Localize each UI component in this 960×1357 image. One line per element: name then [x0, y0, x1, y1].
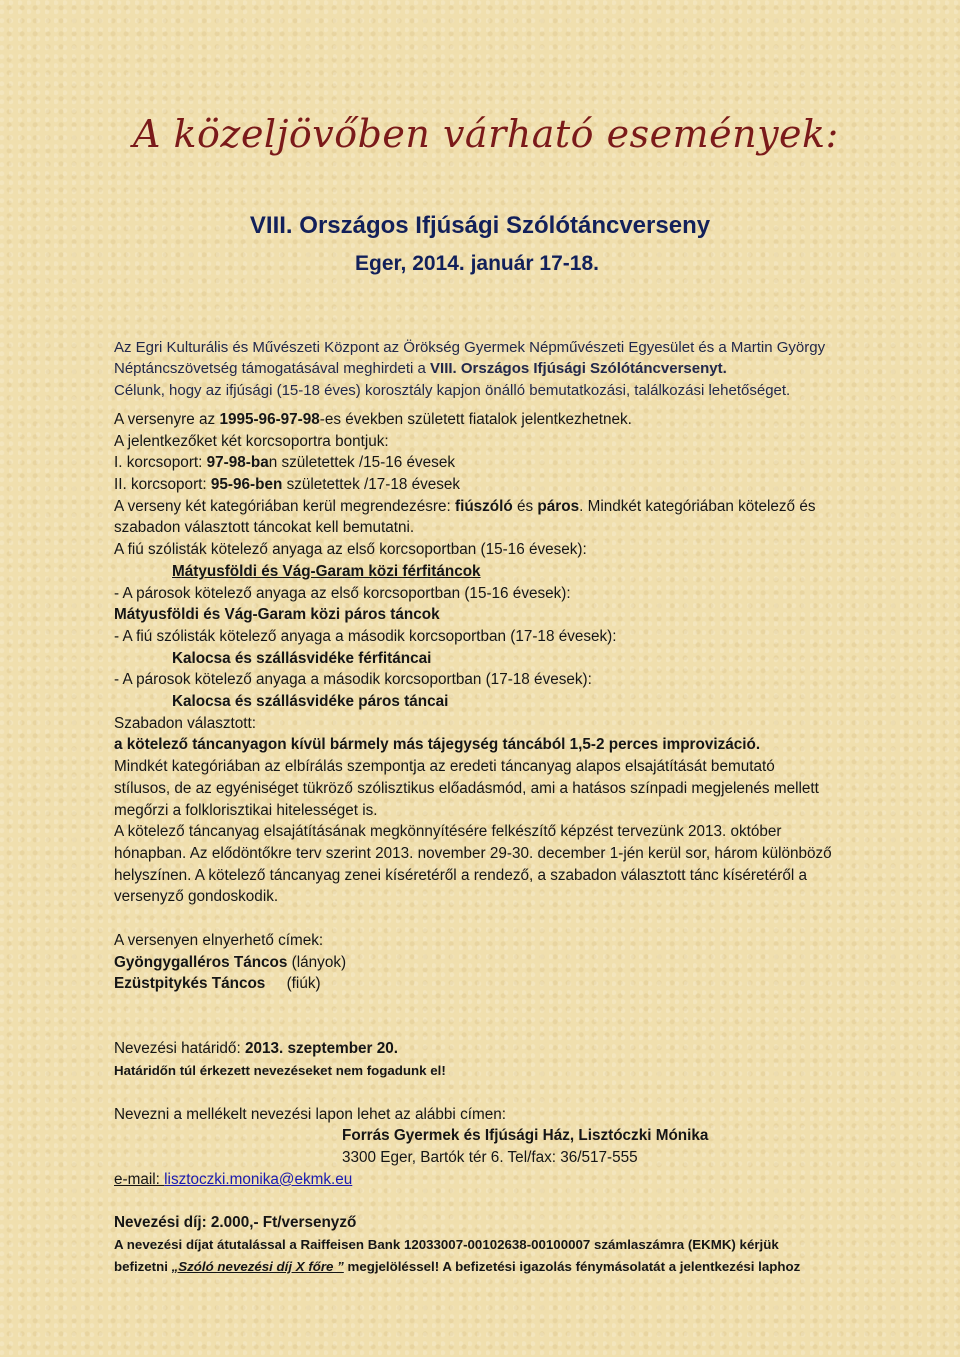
contact-email-row	[114, 1169, 834, 1191]
deadline-note: Határidőn túl érkezett nevezéseket nem fogadunk el!	[114, 1062, 446, 1078]
eligibility-line	[114, 409, 834, 431]
fee-note-start: befizetni	[114, 1258, 172, 1274]
groups-intro: A jelentkezőket két korcsoportra bontjuk:	[114, 432, 389, 450]
title-boys	[114, 973, 834, 995]
fee-label: Nevezési díj: 2.000,- Ft/versenyző	[114, 1214, 357, 1232]
group-2-label: II. korcsoport:	[114, 476, 211, 493]
group-2	[114, 474, 834, 496]
title-girls-note: (lányok)	[287, 953, 347, 971]
eligibility-years: 1995-96-97-98	[219, 410, 320, 428]
intro-event-name: VIII. Országos Ifjúsági Szólótáncversenyt.	[430, 360, 727, 378]
requirement-4: - A párosok kötelező anyaga a második korcsoportban (17-18 évesek):	[114, 671, 592, 689]
category-solo: fiúszóló	[454, 497, 513, 515]
requirement-4-dance: Kalocsa és szállásvidéke páros táncai	[172, 693, 449, 711]
title-girls-name: Gyöngygalléros Táncos	[114, 953, 288, 971]
title-girls	[114, 952, 834, 974]
requirement-1-dance: Mátyusföldi és Vág-Garam közi férfitáncok	[172, 562, 481, 580]
fee-reference: „Szóló nevezési díj X főre ”	[171, 1258, 344, 1274]
group-1	[114, 452, 834, 474]
fee-note-end: megjelöléssel! A befizetési igazolás fénymásolatát a jelentkezési laphoz	[343, 1258, 801, 1274]
fee-transfer: A nevezési díjat átutalással a Raiffeisen Bank 12033007-00102638-00100007 számlaszámra (EKMK) kérjük	[114, 1237, 779, 1253]
requirement-2: - A párosok kötelező anyaga az első korcsoportban (15-16 évesek):	[114, 584, 571, 602]
categories-text: A verseny két kategóriában kerül megrendezésre:	[114, 497, 455, 515]
categories-and: és	[512, 497, 538, 515]
deadline-label: Nevezési határidő:	[114, 1040, 245, 1058]
group-2-desc: születettek /17-18 évesek	[282, 476, 461, 493]
title-boys-name: Ezüstpitykés Táncos	[114, 975, 266, 993]
category-pair: páros	[537, 497, 580, 515]
group-1-years: 97-98-ba	[206, 454, 269, 472]
contact-address: 3300 Eger, Bartók tér 6. Tel/fax: 36/517-555	[342, 1148, 638, 1166]
page-heading: A közeljövőben várható események:	[133, 112, 839, 156]
categories-rest: . Mindkét kategóriában kötelező és szabadon választott táncokat kell bemutatni.	[114, 497, 816, 537]
deadline-date: 2013. szeptember 20.	[244, 1040, 399, 1058]
event-title: VIII. Országos Ifjúsági Szólótáncverseny	[249, 212, 711, 239]
body-text	[114, 337, 834, 1278]
judging-paragraph: Mindkét kategóriában az elbírálás szempontja az eredeti táncanyag alapos elsajátítását bemutató stílusos, de az egyéniséget tükröző szólisztikus előadásmód, ami a hatásos színpadi megjelenés mellett megőrzi a folklorisztikai hitelességet is.	[114, 758, 819, 819]
contact-label: Nevezni a mellékelt nevezési lapon lehet az alábbi címen:	[114, 1105, 506, 1123]
free-choice-label: Szabadon választott:	[114, 714, 257, 732]
eligibility-text: A versenyre az	[114, 410, 220, 428]
group-1-label: I. korcsoport:	[114, 454, 207, 472]
email-label: e-mail:	[114, 1170, 165, 1188]
requirement-2-dance: Mátyusföldi és Vág-Garam közi páros táncok	[114, 606, 440, 624]
email-link[interactable]: lisztoczki.monika@ekmk.eu	[164, 1170, 353, 1188]
title-boys-note: (fiúk)	[265, 975, 321, 993]
deadline	[114, 1038, 834, 1060]
contact-org: Forrás Gyermek és Ifjúsági Ház, Lisztóczki Mónika	[342, 1127, 709, 1145]
requirement-3: - A fiú szólisták kötelező anyaga a második korcsoportban (17-18 évesek):	[114, 627, 617, 645]
intro-text: Az Egri Kulturális és Művészeti Központ az Örökség Gyermek Népművészeti Egyesület és a Martin György Néptáncszövetség támogatásával meghirdeti a	[114, 339, 826, 378]
requirement-3-dance: Kalocsa és szállásvidéke férfitáncai	[172, 649, 432, 667]
training-paragraph: A kötelező táncanyag elsajátításának megkönnyítésére felkészítő képzést tervezünk 2013. október hónapban. Az elődöntőkre terv szerint 2013. november 29-30. december 1-jén kerül sor, három különböző helyszínen. A kötelező táncanyag zenei kíséretéről a rendező, a szabadon választott tánc kíséretéről a versenyző gondoskodik.	[114, 823, 832, 906]
eligibility-text-end: -es években született fiatalok jelentkezhetnek.	[319, 410, 632, 428]
group-1-desc: n születettek /15-16 évesek	[268, 454, 455, 472]
titles-label: A versenyen elnyerhető címek:	[114, 932, 324, 950]
categories-paragraph	[114, 496, 834, 539]
group-2-years: 95-96-ben	[210, 476, 283, 493]
free-choice-desc: a kötelező táncanyagon kívül bármely más tájegység táncából 1,5-2 perces improvizáció.	[114, 736, 761, 754]
intro-goal: Célunk, hogy az ifjúsági (15-18 éves) korosztály kapjon önálló bemutatkozási, találkozási lehetőséget.	[114, 381, 791, 399]
requirement-1: A fiú szólisták kötelező anyaga az első korcsoportban (15-16 évesek):	[114, 541, 587, 559]
fee-note	[114, 1256, 834, 1278]
event-date: Eger, 2014. január 17-18.	[355, 252, 599, 275]
intro-paragraph	[114, 337, 834, 401]
